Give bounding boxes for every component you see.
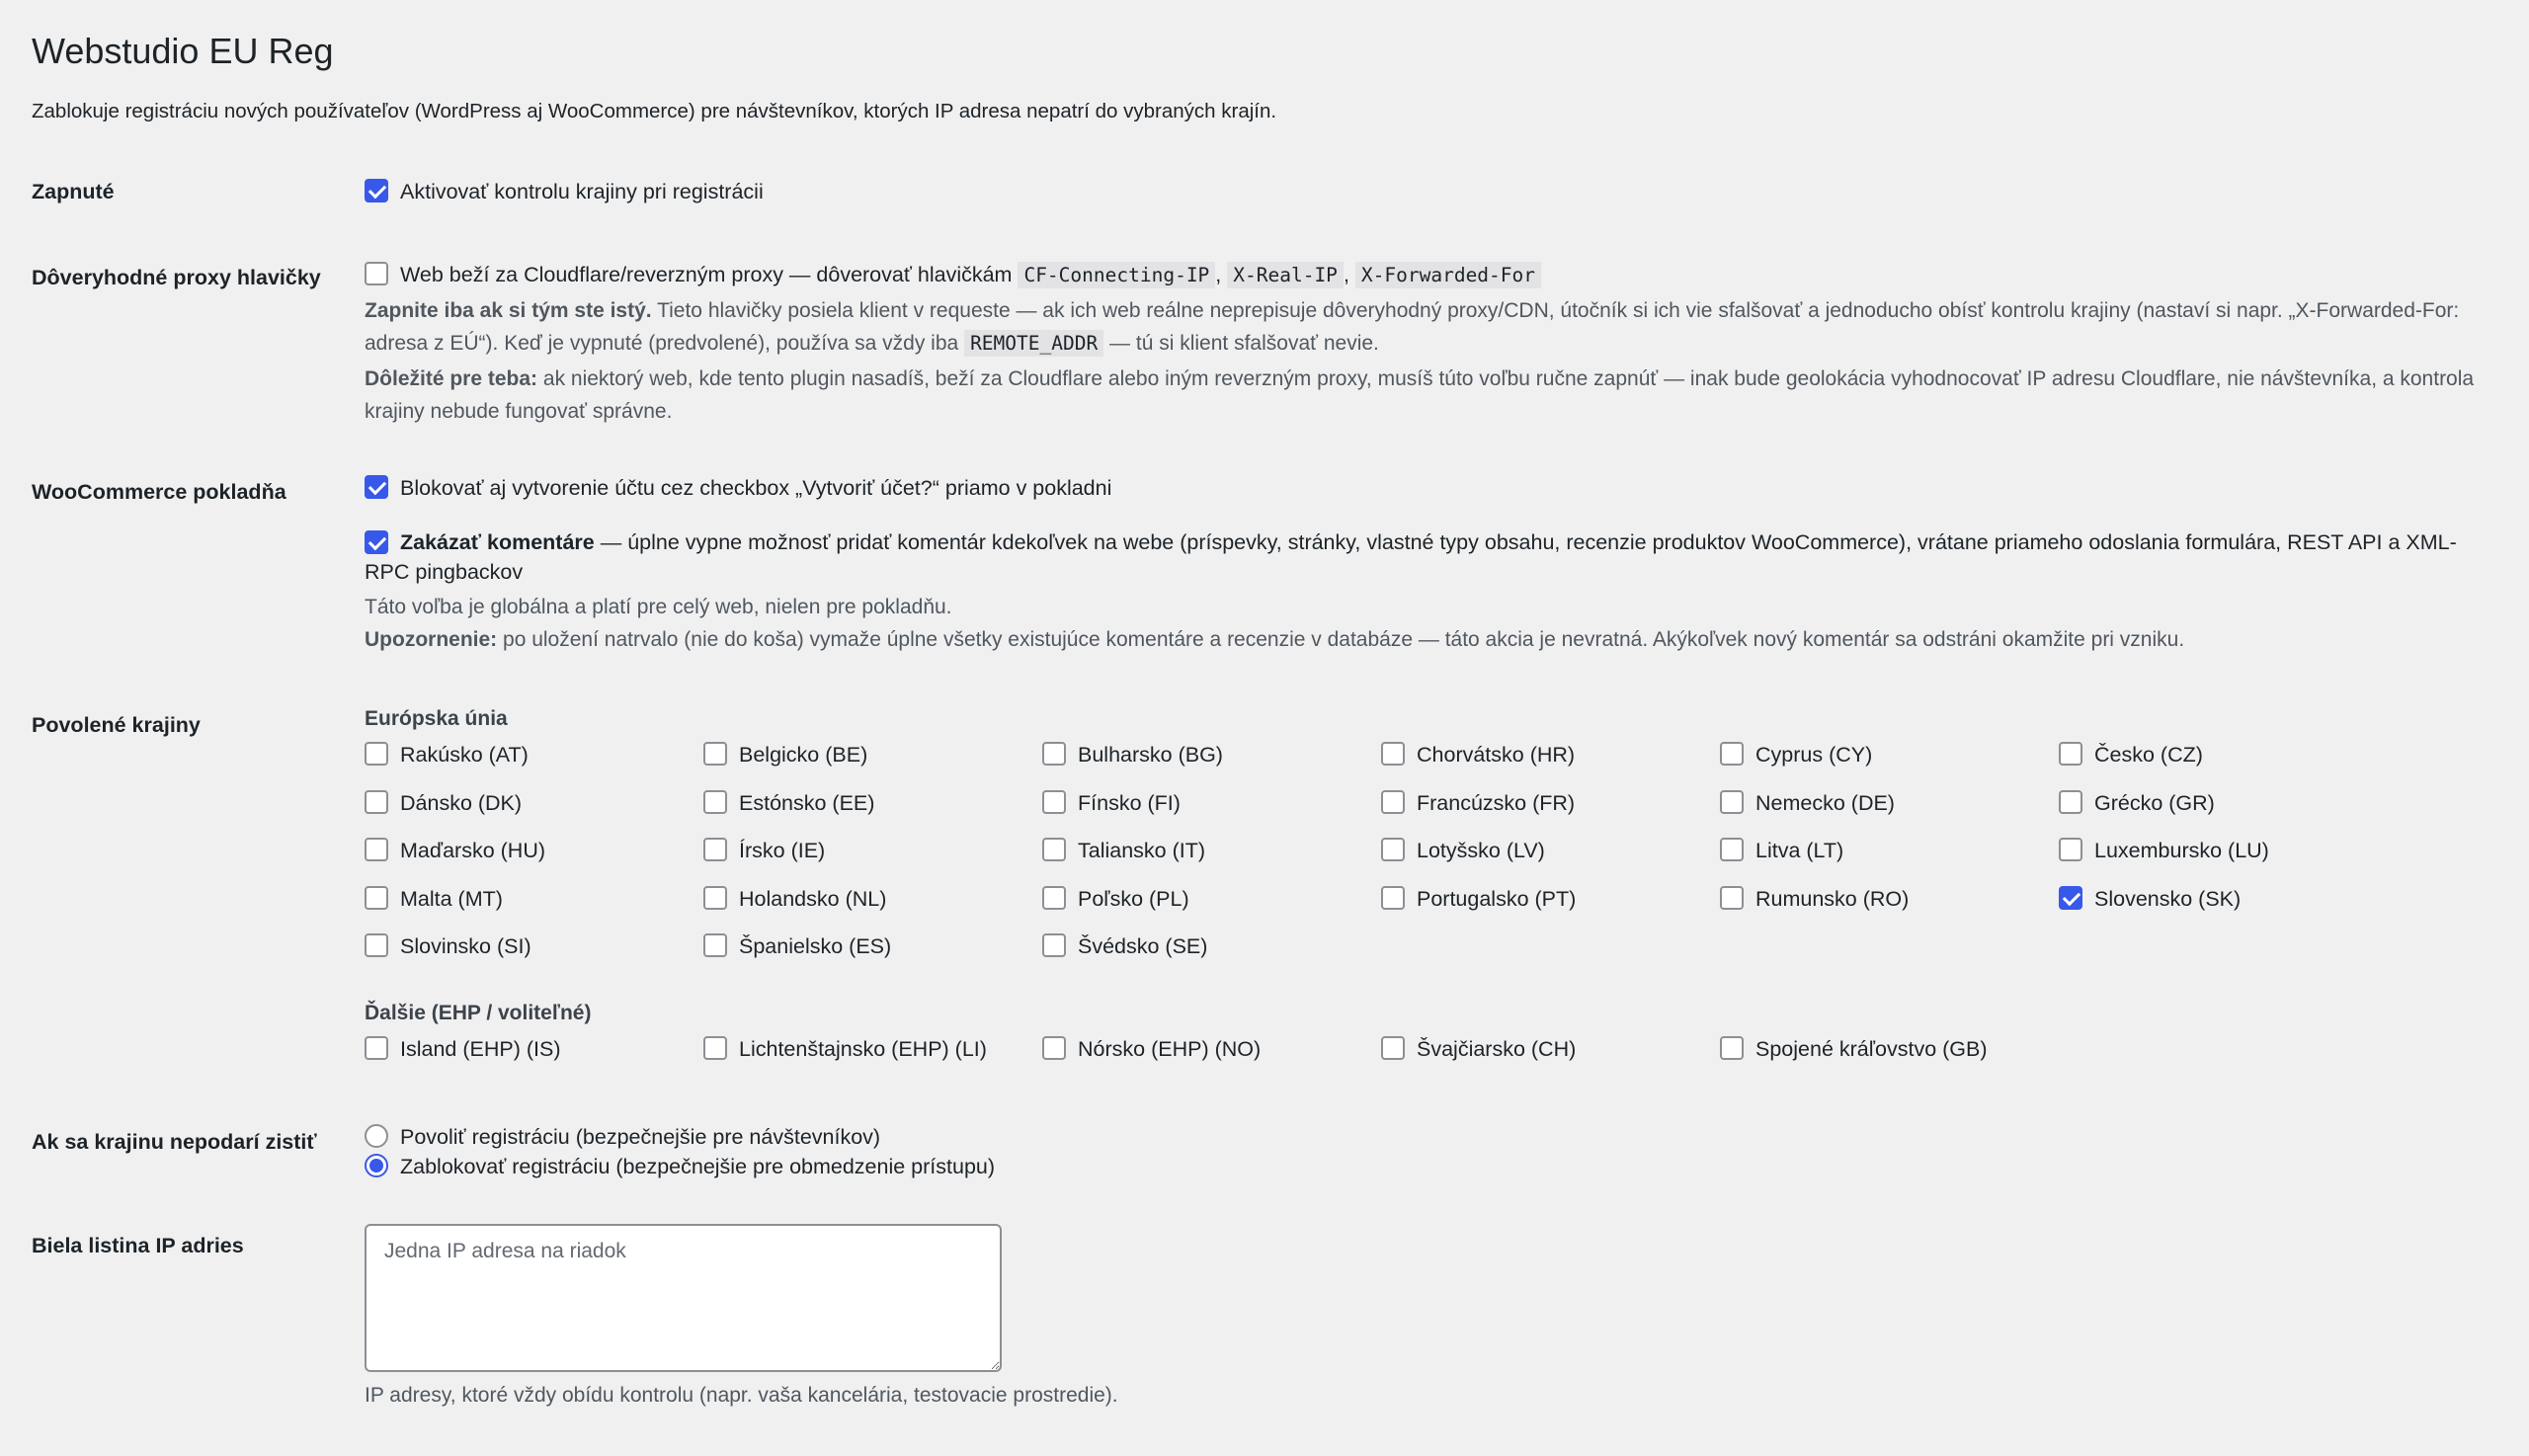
eu-country-option[interactable]: [1720, 883, 1909, 915]
eu-country-grid: [365, 739, 2439, 986]
eu-country-option[interactable]: [2059, 835, 2269, 866]
country-checkbox[interactable]: [2059, 838, 2082, 861]
eu-country-option[interactable]: [365, 883, 503, 915]
country-checkbox[interactable]: [1042, 1036, 1066, 1060]
eu-country-option[interactable]: [703, 930, 891, 962]
country-checkbox[interactable]: [365, 838, 388, 861]
eu-country-option[interactable]: [703, 739, 867, 770]
whitelist-label: Biela listina IP adries: [32, 1234, 244, 1257]
eu-country-option[interactable]: [1042, 883, 1189, 915]
country-checkbox[interactable]: [703, 742, 727, 766]
eu-country-option[interactable]: [365, 930, 531, 962]
header-sep-1: ,: [1215, 263, 1222, 286]
eu-country-option[interactable]: [703, 835, 825, 866]
header-code-xff: X-Forwarded-For: [1355, 262, 1541, 288]
allow-registration-radio[interactable]: [365, 1124, 388, 1148]
country-label: Nórsko (EHP) (NO): [1078, 1037, 1262, 1061]
country-label: Maďarsko (HU): [400, 839, 546, 862]
eu-heading: Európska únia: [365, 707, 508, 730]
country-checkbox[interactable]: [1042, 886, 1066, 910]
proxy-desc-1-bold: Zapnite iba ak si tým ste istý.: [365, 299, 652, 322]
header-code-cf: CF-Connecting-IP: [1018, 262, 1215, 288]
country-label: Lichtenštajnsko (EHP) (LI): [739, 1037, 987, 1061]
country-checkbox[interactable]: [1042, 742, 1066, 766]
countries-label: Povolené krajiny: [32, 713, 201, 737]
country-label: Holandsko (NL): [739, 886, 887, 911]
other-country-option[interactable]: [1381, 1033, 1576, 1065]
country-label: Poľsko (PL): [1078, 886, 1189, 911]
country-checkbox[interactable]: [365, 790, 388, 814]
country-checkbox[interactable]: [1381, 838, 1405, 861]
country-checkbox[interactable]: [1381, 1036, 1405, 1060]
proxy-desc-1: [365, 294, 2497, 360]
allow-registration-label: Povoliť registráciu (bezpečnejšie pre návštevníkov): [400, 1125, 881, 1149]
eu-country-option[interactable]: [1381, 787, 1575, 819]
header-code-realip: X-Real-IP: [1227, 262, 1344, 288]
eu-country-option[interactable]: [1042, 787, 1181, 819]
country-checkbox[interactable]: [703, 838, 727, 861]
country-label: Slovinsko (SI): [400, 934, 531, 958]
country-label: Luxembursko (LU): [2094, 839, 2269, 862]
country-label: Rakúsko (AT): [400, 743, 529, 767]
country-checkbox[interactable]: [703, 1036, 727, 1060]
page-intro: Zablokuje registráciu nových používateľov (WordPress aj WooCommerce) pre návštevníkov, ktorých IP adresa nepatrí do vybraných krajín.: [32, 100, 1277, 122]
country-label: Bulharsko (BG): [1078, 743, 1223, 767]
country-checkbox[interactable]: [703, 933, 727, 957]
country-checkbox[interactable]: [1042, 933, 1066, 957]
header-sep-2: ,: [1343, 263, 1349, 286]
enabled-checkbox-row[interactable]: [365, 180, 764, 203]
eu-country-option[interactable]: [1381, 883, 1576, 915]
country-label: Švajčiarsko (CH): [1417, 1037, 1577, 1061]
other-heading: Ďalšie (EHP / voliteľné): [365, 1002, 592, 1024]
allow-registration-option[interactable]: [365, 1122, 2497, 1152]
proxy-desc-1-text: Tieto hlavičky posiela klient v requeste — ak ich web reálne neprepisuje dôveryhodný proxy/CDN, útočník si ich vie sfalšovať a jednoducho obísť kontrolu krajiny (nastaví si napr. „X-Forwarded-For: adresa z EÚ“). Keď je vypnuté (predvolené), používa sa vždy iba: [365, 299, 2460, 355]
other-country-option[interactable]: [1720, 1033, 1988, 1065]
country-label: Taliansko (IT): [1078, 839, 1206, 862]
country-checkbox[interactable]: [1381, 742, 1405, 766]
country-checkbox[interactable]: [703, 886, 727, 910]
country-label: Belgicko (BE): [739, 743, 868, 767]
country-checkbox[interactable]: [365, 886, 388, 910]
eu-country-option[interactable]: [1720, 835, 1843, 866]
eu-country-option[interactable]: [2059, 739, 2203, 770]
country-label: Francúzsko (FR): [1417, 790, 1576, 815]
country-checkbox[interactable]: [365, 742, 388, 766]
other-country-grid: [365, 1033, 2439, 1083]
remote-addr-code: REMOTE_ADDR: [964, 330, 1103, 357]
country-label: Fínsko (FI): [1078, 790, 1181, 815]
block-registration-radio[interactable]: [365, 1154, 388, 1177]
country-label: Švédsko (SE): [1078, 934, 1208, 958]
country-checkbox[interactable]: [1381, 886, 1405, 910]
country-checkbox[interactable]: [1720, 1036, 1744, 1060]
disable-comments-bold: Zakázať komentáre: [400, 530, 595, 555]
other-country-option[interactable]: [703, 1033, 987, 1065]
enabled-label: Zapnuté: [32, 180, 115, 203]
country-label: Litva (LT): [1755, 839, 1844, 862]
country-label: Portugalsko (PT): [1417, 886, 1577, 911]
country-label: Lotyšsko (LV): [1417, 839, 1545, 862]
eu-country-option[interactable]: [2059, 883, 2241, 915]
country-checkbox[interactable]: [1720, 886, 1744, 910]
country-checkbox[interactable]: [365, 1036, 388, 1060]
country-checkbox[interactable]: [2059, 886, 2082, 910]
woo-note-2: [365, 623, 2497, 656]
country-label: Nemecko (DE): [1755, 790, 1895, 815]
block-registration-option[interactable]: [365, 1152, 2497, 1181]
page-title: Webstudio EU Reg: [32, 31, 334, 71]
country-checkbox[interactable]: [1042, 790, 1066, 814]
enabled-checkbox-label: Aktivovať kontrolu krajiny pri registrácii: [400, 180, 764, 203]
eu-country-option[interactable]: [703, 787, 874, 819]
eu-country-option[interactable]: [1381, 739, 1575, 770]
disable-comments-row[interactable]: [365, 530, 2457, 584]
woo-note-2-text: po uložení natrvalo (nie do koša) vymaže úplne všetky existujúce komentáre a recenzie v databáze — táto akcia je nevratná. Akýkoľvek nový komentár sa odstráni okamžite pri vzniku.: [503, 628, 2185, 652]
enabled-checkbox[interactable]: [365, 179, 388, 202]
country-label: Chorvátsko (HR): [1417, 743, 1576, 767]
woo-note-2-bold: Upozornenie:: [365, 628, 498, 652]
block-registration-label: Zablokovať registráciu (bezpečnejšie pre obmedzenie prístupu): [400, 1155, 996, 1178]
country-checkbox[interactable]: [1381, 790, 1405, 814]
proxy-label: Dôveryhodné proxy hlavičky: [32, 266, 321, 289]
eu-country-option[interactable]: [1381, 835, 1545, 866]
eu-country-option[interactable]: [365, 835, 545, 866]
other-country-option[interactable]: [1042, 1033, 1261, 1065]
woo-checkout-label: Blokovať aj vytvorenie účtu cez checkbox „Vytvoriť účet?“ priamo v pokladni: [400, 476, 1112, 500]
eu-country-option[interactable]: [1042, 835, 1205, 866]
country-label: Rumunsko (RO): [1755, 886, 1910, 911]
proxy-checkbox-label: Web beží za Cloudflare/reverzným proxy — dôverovať hlavičkám: [400, 263, 1013, 286]
proxy-desc-2-text: ak niektorý web, kde tento plugin nasadíš, beží za Cloudflare alebo iným reverzným proxy, musíš túto voľbu ručne zapnúť — inak bude geolokácia vyhodnocovať IP adresu Cloudflare, nie návštevníka, a kontrola krajiny nebude fungovať správne.: [365, 367, 2475, 423]
woo-checkout-checkbox[interactable]: [365, 475, 388, 499]
eu-country-option[interactable]: [2059, 787, 2215, 819]
eu-country-option[interactable]: [1042, 930, 1207, 962]
ip-whitelist-textarea[interactable]: [365, 1224, 1002, 1372]
eu-country-option[interactable]: [703, 883, 886, 915]
woo-checkout-row[interactable]: [365, 476, 1111, 500]
country-label: Spojené kráľovstvo (GB): [1755, 1037, 1988, 1061]
country-label: Írsko (IE): [739, 839, 826, 862]
country-label: Island (EHP) (IS): [400, 1037, 561, 1061]
country-label: Estónsko (EE): [739, 790, 875, 815]
country-checkbox[interactable]: [1720, 742, 1744, 766]
unknown-label: Ak sa krajinu nepodarí zistiť: [32, 1130, 317, 1154]
country-label: Malta (MT): [400, 886, 503, 911]
country-checkbox[interactable]: [703, 790, 727, 814]
disable-comments-checkbox[interactable]: [365, 530, 388, 554]
woo-label: WooCommerce pokladňa: [32, 480, 286, 504]
woo-note-1: Táto voľba je globálna a platí pre celý web, nielen pre pokladňu.: [365, 596, 952, 619]
proxy-desc-1-tail: — tú si klient sfalšovať nevie.: [1109, 332, 1379, 355]
country-label: Španielsko (ES): [739, 934, 892, 958]
country-checkbox[interactable]: [1720, 790, 1744, 814]
country-checkbox[interactable]: [1042, 838, 1066, 861]
country-label: Česko (CZ): [2094, 743, 2203, 767]
eu-country-option[interactable]: [365, 787, 522, 819]
country-label: Dánsko (DK): [400, 790, 523, 815]
eu-country-option[interactable]: [1042, 739, 1223, 770]
eu-country-option[interactable]: [1720, 787, 1895, 819]
country-label: Grécko (GR): [2094, 790, 2215, 815]
proxy-checkbox[interactable]: [365, 262, 388, 285]
other-country-option[interactable]: [365, 1033, 560, 1065]
country-checkbox[interactable]: [2059, 742, 2082, 766]
proxy-desc-2-bold: Dôležité pre teba:: [365, 367, 538, 390]
whitelist-desc: IP adresy, ktoré vždy obídu kontrolu (napr. vaša kancelária, testovacie prostredie).: [365, 1384, 1118, 1407]
country-checkbox[interactable]: [2059, 790, 2082, 814]
proxy-desc-2: [365, 363, 2497, 428]
eu-country-option[interactable]: [365, 739, 529, 770]
country-label: Cyprus (CY): [1755, 743, 1873, 767]
proxy-checkbox-row[interactable]: [365, 263, 1018, 286]
country-checkbox[interactable]: [1720, 838, 1744, 861]
disable-comments-text: — úplne vypne možnosť pridať komentár kdekoľvek na webe (príspevky, stránky, vlastné typy obsahu, recenzie produktov WooCommerce), vrátane priameho odoslania formulára, REST API a XML-RPC pingbackov: [365, 530, 2457, 585]
eu-country-option[interactable]: [1720, 739, 1872, 770]
country-checkbox[interactable]: [365, 933, 388, 957]
country-label: Slovensko (SK): [2094, 886, 2242, 911]
